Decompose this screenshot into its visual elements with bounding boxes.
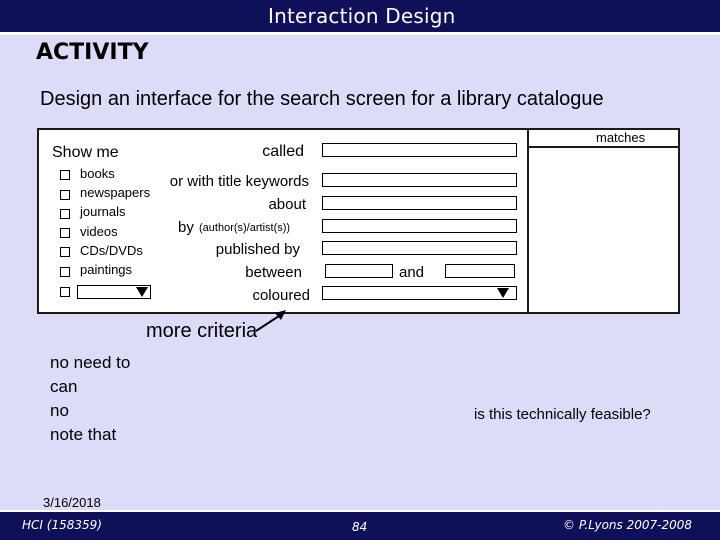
and-label: and bbox=[399, 264, 425, 281]
matches-panel bbox=[527, 128, 680, 314]
by-hint: (author(s)/artist(s)) bbox=[199, 222, 291, 234]
checkbox-books[interactable] bbox=[60, 170, 70, 180]
footer-course: HCI (158359) bbox=[22, 518, 102, 532]
date-from-input[interactable] bbox=[325, 264, 393, 278]
coloured-label: coloured bbox=[252, 287, 310, 304]
published-by-label: published by bbox=[215, 241, 300, 258]
slide-prompt: Design an interface for the search screen for a library catalogue bbox=[40, 88, 604, 110]
footer-copyright: © P.Lyons 2007-2008 bbox=[563, 518, 692, 532]
title-bar bbox=[0, 0, 720, 32]
type-label-paintings: paintings bbox=[80, 262, 133, 277]
checkbox-videos[interactable] bbox=[60, 228, 70, 238]
between-label: between bbox=[245, 264, 302, 281]
dropdown-arrow-icon[interactable] bbox=[136, 287, 148, 297]
more-criteria-link[interactable]: more criteria bbox=[146, 320, 258, 342]
header-title: Interaction Design bbox=[268, 4, 456, 28]
footer-page-number: 84 bbox=[352, 520, 368, 534]
feasibility-question: is this technically feasible? bbox=[474, 406, 651, 423]
about-label: about bbox=[268, 196, 306, 213]
type-label-journals: journals bbox=[80, 204, 126, 219]
colour-dropdown-arrow-icon[interactable] bbox=[497, 288, 509, 298]
checkbox-paintings[interactable] bbox=[60, 267, 70, 277]
called-input[interactable] bbox=[322, 143, 517, 157]
matches-label: matches bbox=[596, 130, 646, 145]
note-line-2: can bbox=[50, 377, 78, 396]
by-label: by bbox=[178, 219, 194, 236]
title-keywords-label: or with title keywords bbox=[169, 173, 309, 190]
title-keywords-input[interactable] bbox=[322, 173, 517, 187]
pointer-arrow-icon bbox=[250, 305, 290, 335]
show-me-label: Show me bbox=[52, 144, 119, 161]
checkbox-other[interactable] bbox=[60, 287, 70, 297]
checkbox-newspapers[interactable] bbox=[60, 190, 70, 200]
author-input[interactable] bbox=[322, 219, 517, 233]
note-line-3: no bbox=[50, 401, 69, 420]
note-line-4: note that bbox=[50, 425, 117, 444]
type-label-books: books bbox=[80, 166, 115, 181]
checkbox-cds-dvds[interactable] bbox=[60, 247, 70, 257]
slide-heading: ACTIVITY bbox=[36, 40, 149, 65]
called-label: called bbox=[262, 143, 304, 160]
colour-dropdown[interactable] bbox=[322, 286, 517, 300]
date-to-input[interactable] bbox=[445, 264, 515, 278]
type-label-newspapers: newspapers bbox=[80, 185, 151, 200]
note-line-1: no need to bbox=[50, 353, 131, 372]
type-label-videos: videos bbox=[80, 224, 118, 239]
checkbox-journals[interactable] bbox=[60, 209, 70, 219]
slide-date: 3/16/2018 bbox=[43, 495, 101, 510]
about-input[interactable] bbox=[322, 196, 517, 210]
publisher-input[interactable] bbox=[322, 241, 517, 255]
footer-bar bbox=[0, 512, 720, 540]
type-label-cds-dvds: CDs/DVDs bbox=[80, 243, 143, 258]
header-rule bbox=[0, 32, 720, 35]
